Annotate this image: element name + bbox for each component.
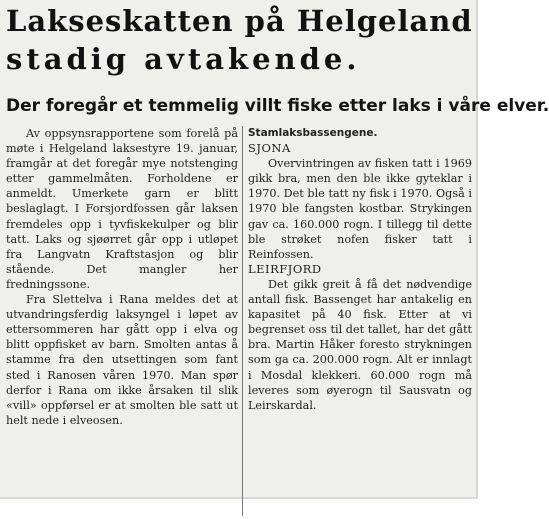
section-text-sjona: Overvintringen av fisken tatt i 1969 gikk bra, men den ble ikke gyteklar i 1970. Det ble tatt ny fisk i 1970. Også i 1970 ble fangsten kostbar. Strykingen gav ca. 160.000 rogn. I tillegg til dette ble strøket nofen fisker tatt i Reinfossen. [248, 157, 472, 261]
headline [6, 2, 476, 78]
paragraph-slettelva: Fra Slettelva i Rana meldes det at utvandringsferdig laksyngel i løpet av ettersommeren har gått opp i elva og blitt oppfisket av barn. Smolten antas å stamme fra den utsettingen som fant sted i Ranosen våren 1970. Man spør derfor i Rana om ikke årsaken til slik «vill» oppførsel er at smolten ble satt ut helt nede i elveosen. [6, 293, 238, 427]
section-heading-sjona: SJONA [248, 141, 291, 156]
headline-line-2: stadig avtakende. [6, 42, 361, 76]
column-divider [242, 126, 243, 516]
headline-line-1: Lakseskatten på Helgeland [6, 4, 473, 38]
left-column [6, 126, 238, 428]
section-label: Stamlaksbassengene. [248, 127, 378, 139]
section-heading-leirfjord: LEIRFJORD [248, 261, 322, 276]
right-column [248, 126, 472, 413]
paragraph-oppsyn: Av oppsynsrapportene som forelå på møte i Helgeland laksestyre 19. januar, framgår at det foregår mye notstenging etter gammelmåten. Forholdene er anmeldt. Umerkete garn er blitt beslaglagt. I Forsjordfossen går laksen fremdeles opp i tyvfiskekulper og blir tatt. Laks og sjøørret går opp i utløpet fra Langvatn Kraftstasjon og blir stående. Det mangler her fredningssone. [6, 127, 238, 291]
subheadline: Der foregår et temmelig villt fiske etter laks i våre elver. [6, 96, 549, 116]
section-text-leirfjord: Det gikk greit å få det nødvendige antall fisk. Bassenget har antakelig en kapasitet på 40 fisk. Etter at vi begrenset oss til det tallet, har det gått bra. Martin Håker foresto strykningen som ga ca. 200.000 rogn. Alt er innlagt i Mosdal klekkeri. 60.000 rogn må leveres som øyerogn til Sausvatn og Leirskardal. [248, 277, 472, 412]
